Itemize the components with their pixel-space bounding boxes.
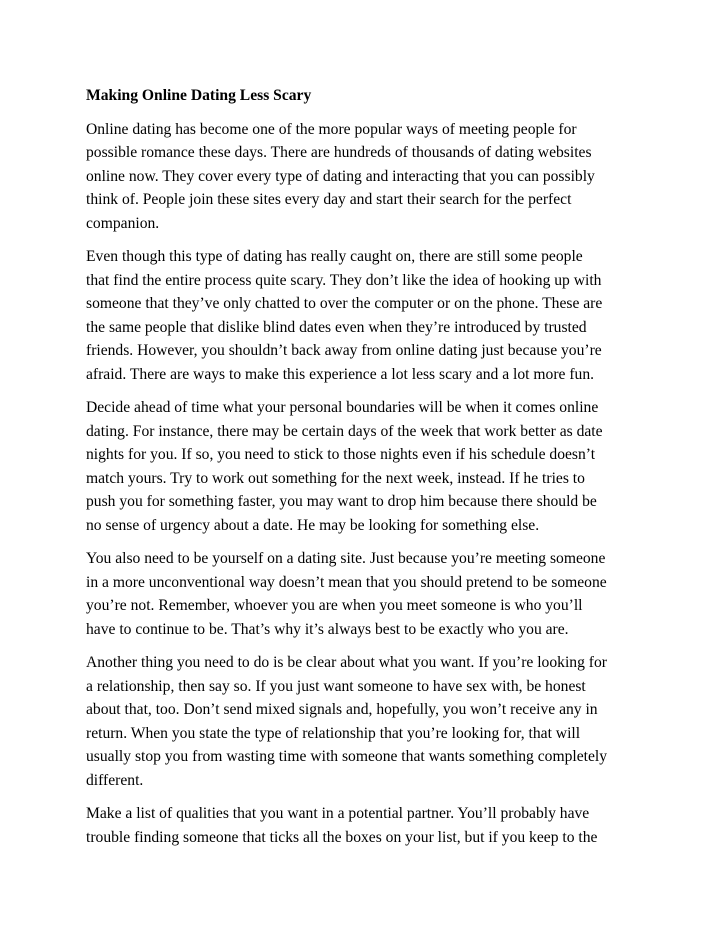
paragraph — [86, 118, 646, 236]
paragraph-line: afraid. There are ways to make this experience a lot less scary and a lot more fun. — [86, 365, 595, 383]
paragraph-line: dating. For instance, there may be certain days of the week that work better as date — [86, 422, 603, 440]
paragraph-line: push you for something faster, you may want to drop him because there should be — [86, 493, 597, 510]
paragraph-line: no sense of urgency about a date. He may be looking for something else. — [86, 516, 540, 534]
paragraph-line: return. When you state the type of relationship that you’re looking for, that will — [86, 724, 581, 742]
paragraph — [86, 245, 646, 386]
paragraph-line: possible romance these days. There are hundreds of thousands of dating websites — [86, 144, 592, 161]
paragraph-line: Make a list of qualities that you want in a potential partner. You’ll probably have — [86, 805, 590, 822]
paragraph-line: trouble finding someone that ticks all the boxes on your list, but if you keep to the — [86, 828, 598, 846]
paragraph-list — [86, 118, 646, 850]
paragraph-line: match yours. Try to work out something for the next week, instead. If he tries to — [86, 469, 585, 487]
paragraph-line: usually stop you from wasting time with someone that wants something completely — [86, 748, 608, 765]
paragraph-line: Even though this type of dating has really caught on, there are still some people — [86, 248, 583, 265]
paragraph — [86, 547, 646, 641]
paragraph — [86, 651, 646, 792]
document-title: Making Online Dating Less Scary — [86, 87, 312, 104]
paragraph-line: companion. — [86, 214, 160, 232]
paragraph-line: about that, too. Don’t send mixed signals and, hopefully, you won’t receive any in — [86, 701, 598, 718]
paragraph-line: friends. However, you shouldn’t back away from online dating just because you’re — [86, 342, 602, 359]
paragraph-line: the same people that dislike blind dates even when they’re introduced by trusted — [86, 318, 587, 336]
paragraph-line: You also need to be yourself on a dating site. Just because you’re meeting someone — [86, 550, 606, 567]
paragraph-line: think of. People join these sites every day and start their search for the perfect — [86, 191, 572, 208]
paragraph-line: Decide ahead of time what your personal boundaries will be when it comes online — [86, 399, 599, 416]
paragraph-line: that find the entire process quite scary. They don’t like the idea of hooking up with — [86, 271, 602, 289]
paragraph-line: someone that they’ve only chatted to over the computer or on the phone. These are — [86, 295, 603, 312]
paragraph-line: you’re not. Remember, whoever you are when you meet someone is who you’ll — [86, 597, 583, 614]
paragraph-line: Another thing you need to do is be clear about what you want. If you’re looking for — [86, 654, 607, 671]
paragraph-line: in a more unconventional way doesn’t mean that you should pretend to be someone — [86, 573, 607, 591]
paragraph-line: different. — [86, 771, 144, 789]
paragraph — [86, 802, 646, 849]
paragraph-line: have to continue to be. That’s why it’s always best to be exactly who you are. — [86, 620, 569, 638]
paragraph — [86, 396, 646, 537]
paragraph-line: online now. They cover every type of dating and interacting that you can possibly — [86, 167, 595, 185]
paragraph-line: nights for you. If so, you need to stick to those nights even if his schedule doesn’t — [86, 446, 596, 463]
paragraph-line: a relationship, then say so. If you just want someone to have sex with, be honest — [86, 677, 586, 695]
document-body — [86, 84, 646, 859]
paragraph-line: Online dating has become one of the more popular ways of meeting people for — [86, 120, 577, 138]
